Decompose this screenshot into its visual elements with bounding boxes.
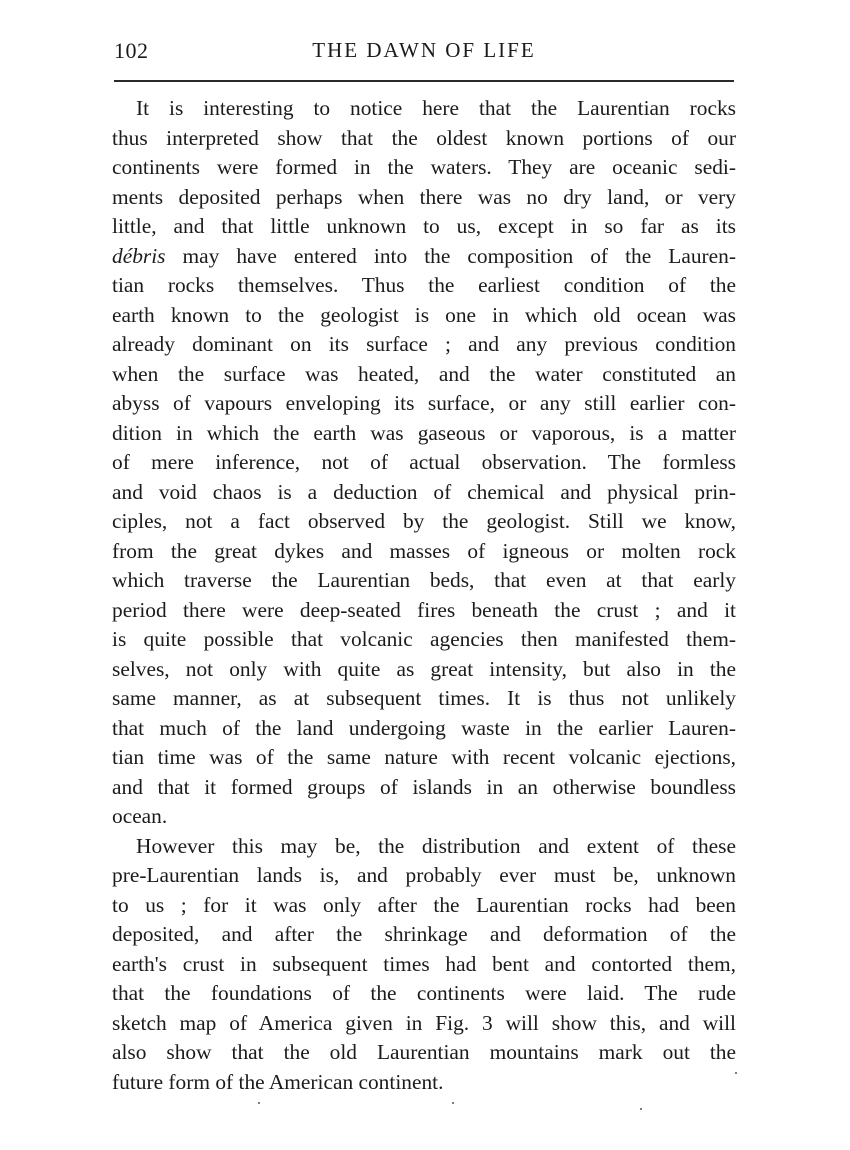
line-remainder: may have entered into the composition of the Lauren- (165, 243, 736, 268)
text-line: little, and that little unknown to us, except in so far as its (112, 214, 736, 238)
text-line: selves, not only with quite as great intensity, but also in the (112, 656, 736, 681)
text-line: and void chaos is a deduction of chemical and physical prin- (112, 479, 736, 504)
page-header (114, 38, 734, 68)
paragraph (112, 832, 736, 1098)
text-line: and that it formed groups of islands in an otherwise boundless (112, 774, 736, 799)
text-line: thus interpreted show that the oldest known portions of our (112, 125, 736, 150)
text-line: ocean. (112, 804, 168, 828)
text-line (112, 242, 736, 272)
text-line: It is interesting to notice here that the Laurentian rocks (136, 96, 736, 120)
text-line: tian rocks themselves. Thus the earliest condition of the (112, 273, 736, 297)
text-line: that much of the land undergoing waste in the earlier Lauren- (112, 715, 736, 740)
text-line: to us ; for it was only after the Laurentian rocks had been (112, 892, 736, 917)
text-line: that the foundations of the continents were laid. The rude (112, 981, 736, 1005)
text-line: continents were formed in the waters. They are oceanic sedi- (112, 155, 736, 179)
text-line: ciples, not a fact observed by the geologist. Still we know, (112, 509, 736, 533)
text-line: same manner, as at subsequent times. It is thus not unlikely (112, 686, 736, 710)
text-line: earth known to the geologist is one in which old ocean was (112, 302, 736, 327)
text-line: ments deposited perhaps when there was no dry land, or very (112, 184, 736, 209)
text-line: future form of the American continent. (112, 1069, 444, 1094)
text-line: period there were deep-seated fires beneath the crust ; and it (112, 597, 736, 622)
page-number: 102 (114, 38, 149, 63)
text-line: dition in which the earth was gaseous or vaporous, is a matter (112, 420, 736, 445)
text-line: also show that the old Laurentian mountains mark out the (112, 1040, 736, 1064)
text-line: is quite possible that volcanic agencies then manifested them- (112, 627, 736, 651)
text-line: from the great dykes and masses of igneous or molten rock (112, 538, 736, 563)
text-line: However this may be, the distribution and extent of these (136, 833, 736, 858)
header-rule (114, 80, 734, 82)
paragraph (112, 94, 736, 832)
italic-word: débris (112, 243, 166, 268)
text-line: earth's crust in subsequent times had bent and contorted them, (112, 951, 736, 976)
running-title: THE DAWN OF LIFE (312, 38, 536, 62)
text-line: abyss of vapours enveloping its surface, or any still earlier con- (112, 391, 736, 415)
text-line: already dominant on its surface ; and any previous condition (112, 332, 736, 356)
text-line: pre-Laurentian lands is, and probably ever must be, unknown (112, 863, 736, 887)
text-line: tian time was of the same nature with recent volcanic ejections, (112, 745, 736, 769)
text-line: of mere inference, not of actual observation. The formless (112, 450, 736, 474)
text-line: which traverse the Laurentian beds, that even at that early (112, 568, 736, 592)
text-line: sketch map of America given in Fig. 3 will show this, and will (112, 1010, 736, 1035)
text-line: when the surface was heated, and the water constituted an (112, 361, 736, 386)
text-line: deposited, and after the shrinkage and deformation of the (112, 922, 736, 946)
body-text (112, 94, 736, 1097)
